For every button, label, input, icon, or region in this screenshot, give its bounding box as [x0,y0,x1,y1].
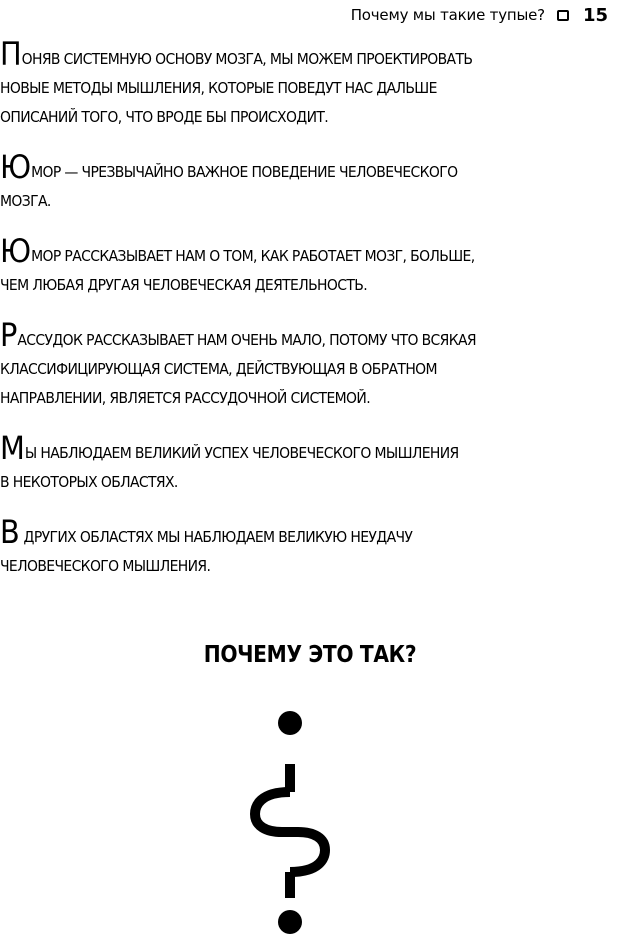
section-question-heading: ПОЧЕМУ ЭТО ТАК? [203,642,417,668]
question-mark-with-inverted-question-mark-icon [230,698,350,941]
drop-cap: М [0,429,25,467]
paragraph-line [0,148,613,187]
drop-cap: П [0,35,22,73]
paragraph-line [0,35,613,74]
square-outline-icon [557,10,569,21]
paragraph-line [0,316,613,355]
paragraph [0,513,613,581]
drop-cap: В [0,513,20,551]
paragraph-line [0,513,613,552]
paragraph-line: ЧЕМ ЛЮБАЯ ДРУГАЯ ЧЕЛОВЕЧЕСКАЯ ДЕЯТЕЛЬНОСТЬ. [0,276,368,294]
paragraph [0,316,613,413]
paragraph [0,35,613,132]
drop-cap: Р [0,316,18,354]
paragraph-line [0,429,613,468]
paragraph-line: В НЕКОТОРЫХ ОБЛАСТЯХ. [0,473,178,491]
paragraph [0,232,613,300]
paragraph-line: ЧЕЛОВЕЧЕСКОГО МЫШЛЕНИЯ. [0,557,211,575]
line-text: Ы НАБЛЮДАЕМ ВЕЛИКИЙ УСПЕХ ЧЕЛОВЕЧЕСКОГО МЫШЛЕНИЯ [24,444,459,462]
page-number: 15 [582,4,608,26]
drop-cap: Ю [0,232,32,270]
paragraph-line: НОВЫЕ МЕТОДЫ МЫШЛЕНИЯ, КОТОРЫЕ ПОВЕДУТ НАС ДАЛЬШЕ [0,79,437,97]
paragraph [0,148,613,216]
running-title: Почему мы такие тупые? [350,6,545,24]
running-header [351,4,608,26]
paragraph-line: КЛАССИФИЦИРУЮЩАЯ СИСТЕМА, ДЕЙСТВУЮЩАЯ В ОБРАТНОМ [0,360,437,378]
line-text: МОР — ЧРЕЗВЫЧАЙНО ВАЖНОЕ ПОВЕДЕНИЕ ЧЕЛОВЕЧЕСКОГО [31,163,458,181]
paragraph [0,429,613,497]
line-text: ДРУГИХ ОБЛАСТЯХ МЫ НАБЛЮДАЕМ ВЕЛИКУЮ НЕУДАЧУ [19,528,413,546]
paragraph-line: МОЗГА. [0,192,51,210]
paragraph-line: НАПРАВЛЕНИИ, ЯВЛЯЕТСЯ РАССУДОЧНОЙ СИСТЕМОЙ. [0,389,370,407]
paragraph-line: ОПИСАНИЙ ТОГО, ЧТО ВРОДЕ БЫ ПРОИСХОДИТ. [0,108,329,126]
paragraph-line [0,232,613,271]
line-text: МОР РАССКАЗЫВАЕТ НАМ О ТОМ, КАК РАБОТАЕТ МОЗГ, БОЛЬШЕ, [31,247,475,265]
body-text [0,35,614,606]
line-text: ОНЯВ СИСТЕМНУЮ ОСНОВУ МОЗГА, МЫ МОЖЕМ ПРОЕКТИРОВАТЬ [21,50,473,68]
line-text: АССУДОК РАССКАЗЫВАЕТ НАМ ОЧЕНЬ МАЛО, ПОТОМУ ЧТО ВСЯКАЯ [17,331,476,349]
drop-cap: Ю [0,148,32,186]
